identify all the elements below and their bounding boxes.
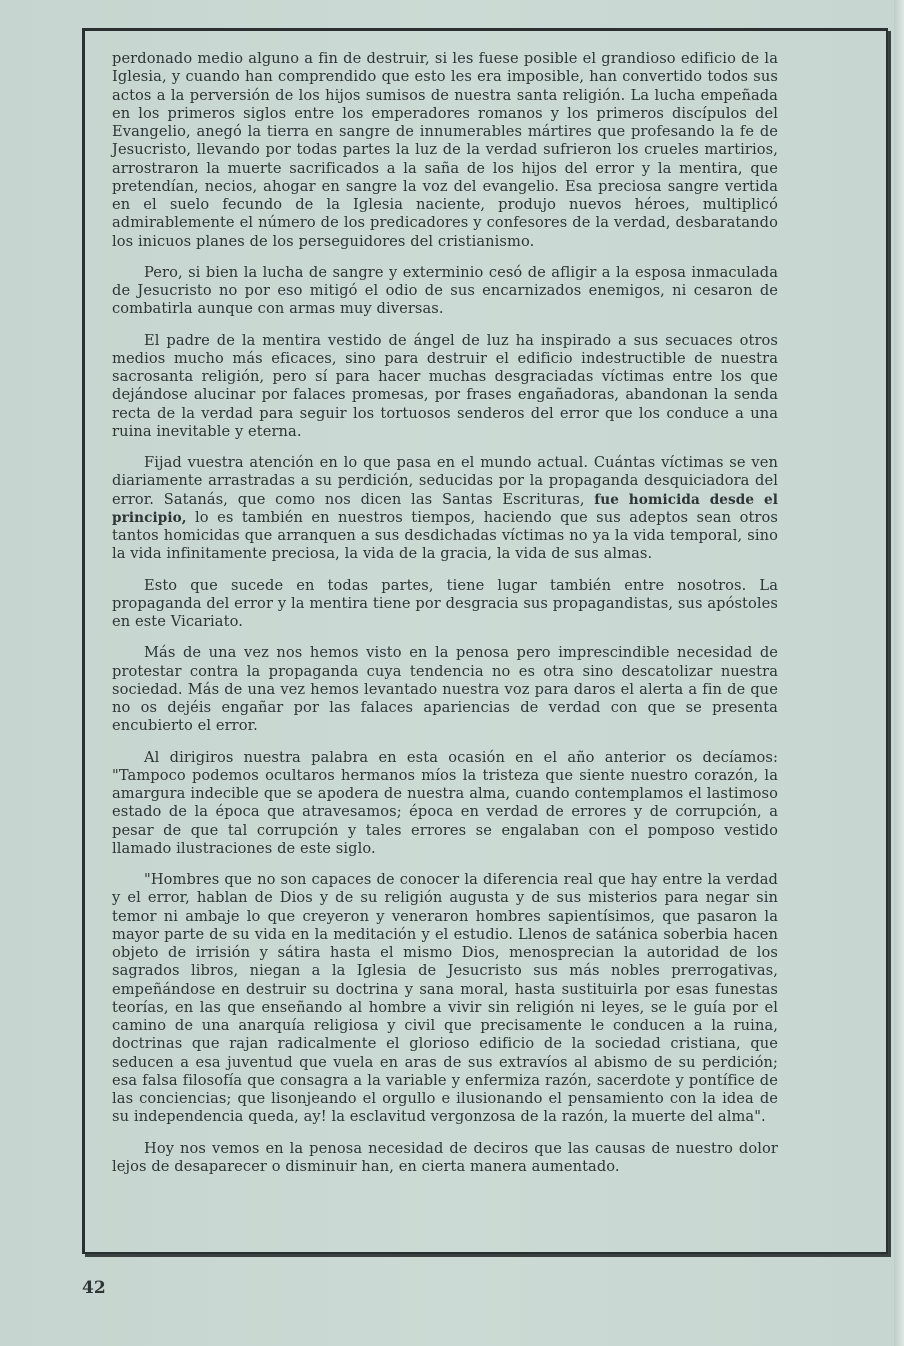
page-edge [894,0,904,1346]
paragraph-text: Fijad vuestra atención en lo que pasa en el mundo actual. Cuántas víctimas se ven diariamente arrastradas a su perdición, seducidas por la propaganda desquiciadora del error. Satanás, que como nos dicen las Santas Escrituras, [112,454,778,508]
paragraph: Al dirigiros nuestra palabra en esta ocasión en el año anterior os decíamos: "Tampoco podemos ocultaros hermanos míos la tristeza que siente nuestro corazón, la amargura indecible que se apodera de nuestra alma, cuando contemplamos el lastimoso estado de la época que atravesamos; época en verdad de errores y de corrupción, a pesar de que tal corrupción y tales errores se engalaban con el pomposo vestido llamado ilustraciones de este siglo. [112,748,778,857]
paragraph: perdonado medio alguno a fin de destruir, si les fuese posible el grandioso edificio de la Iglesia, y cuando han comprendido que esto les era imposible, han convertido todos sus actos a la perversión de los hijos sumisos de nuestra santa religión. La lucha empeñada en los primeros siglos entre los emperadores romanos y los primeros discípulos del Evangelio, anegó la tierra en sangre de innumerables mártires que profesando la fe de Jesucristo, llevando por todas partes la luz de la verdad sufrieron los crueles martirios, arrostraron la muerte sacrificados a la saña de los hijos del error y la mentira, que pretendían, necios, ahogar en sangre la voz del evangelio. Esa preciosa sangre vertida en el suelo fecundo de la Iglesia naciente, produjo nuevos héroes, multiplicó admirablemente el número de los predicadores y confesores de la verdad, desbaratando los inicuos planes de los perseguidores del cristianismo. [112,50,778,250]
paragraph: "Hombres que no son capaces de conocer la diferencia real que hay entre la verdad y el error, hablan de Dios y de su religión augusta y de sus misterios para negar sin temor ni ambaje lo que creyeron y veneraron hombres sapientísimos, que pasaron la mayor parte de su vida en la meditación y el estudio. Llenos de satánica soberbia hacen objeto de irrisión y sátira hasta el mismo Dios, menosprecian la autoridad de los sagrados libros, niegan a la Iglesia de Jesucristo sus más nobles prerrogativas, empeñándose en destruir su doctrina y sana moral, hasta sustituirla por esas funestas teorías, en las que enseñando al hombre a vivir sin religión ni leyes, se le guía por el camino de una anarquía religiosa y civil que precisamente le conducen a la ruina, doctrinas que rajan radicalmente el glorioso edificio de la sociedad cristiana, que seducen a esa juventud que vuela en aras de sus extravíos al abismo de su perdición; esa falsa filosofía que consagra a la variable y enfermiza razón, sacerdote y pontífice de las conciencias; que lisonjeando el orgullo e ilusionando el pensamiento con la idea de su independencia queda, ay! la esclavitud vergonzosa de la razón, la muerte del alma". [112,871,778,1126]
paragraph: Pero, si bien la lucha de sangre y exterminio cesó de afligir a la esposa inmaculada de Jesucristo no por eso mitigó el odio de sus encarnizados enemigos, ni cesaron de combatirla aunque con armas muy diversas. [112,263,778,318]
body-text [112,50,778,1189]
page-number: 42 [82,1278,106,1298]
paragraph: Más de una vez nos hemos visto en la penosa pero imprescindible necesidad de protestar contra la propaganda cuya tendencia no es otra sino descatolizar nuestra sociedad. Más de una vez hemos levantado nuestra voz para daros el alerta a fin de que no os dejéis engañar por las falaces apariencias de verdad con que se presenta encubierto el error. [112,644,778,735]
emphasized-quote: fue homicida desde el principio, [112,491,778,526]
paragraph-text: lo es también en nuestros tiempos, haciendo que sus adeptos sean otros tantos homicidas que arranquen a sus desdichadas víctimas no ya la vida temporal, sino la vida infinitamente preciosa, la vida de la gracia, la vida de sus almas. [112,508,778,563]
paragraph [112,454,778,564]
paragraph: Hoy nos vemos en la penosa necesidad de deciros que las causas de nuestro dolor lejos de desaparecer o disminuir han, en cierta manera aumentado. [112,1139,778,1175]
paragraph: El padre de la mentira vestido de ángel de luz ha inspirado a sus secuaces otros medios mucho más eficaces, sino para destruir el edificio indestructible de nuestra sacrosanta religión, pero sí para hacer muchas desgraciadas víctimas entre los que dejándose alucinar por falaces promesas, por frases engañadoras, abandonan la senda recta de la verdad para seguir los tortuosos senderos del error que los conduce a una ruina inevitable y eterna. [112,331,778,440]
paragraph: Esto que sucede en todas partes, tiene lugar también entre nosotros. La propaganda del error y la mentira tiene por desgracia sus propagandistas, sus apóstoles en este Vicariato. [112,576,778,630]
